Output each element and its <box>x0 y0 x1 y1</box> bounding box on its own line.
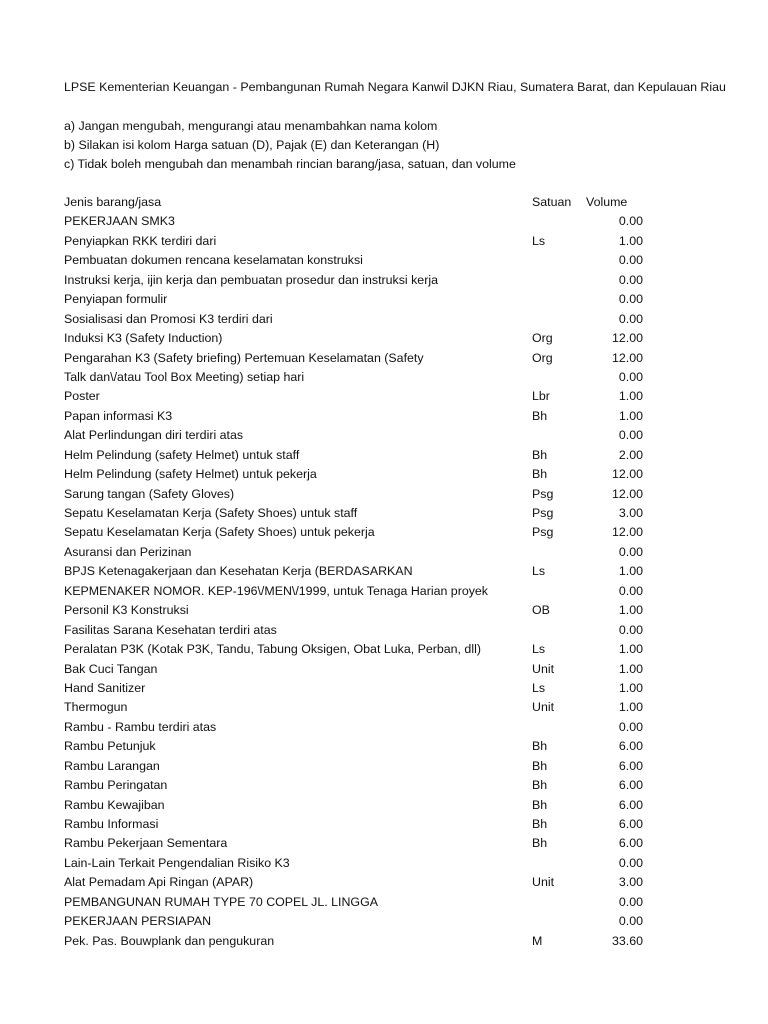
table-row <box>64 932 644 951</box>
document-title: LPSE Kementerian Keuangan - Pembangunan Rumah Negara Kanwil DJKN Riau, Sumatera Barat, dan Kepulauan Riau <box>64 80 726 94</box>
volume-cell: 0.00 <box>618 369 643 384</box>
volume-cell: 1.00 <box>618 680 643 695</box>
volume-cell: 0.00 <box>618 855 643 870</box>
unit-cell: Ls <box>532 642 546 657</box>
item-name-cell: Fasilitas Sarana Kesehatan terdiri atas <box>64 622 277 637</box>
unit-cell: Bh <box>532 758 548 773</box>
volume-cell: 6.00 <box>618 836 643 851</box>
table-row <box>64 485 644 504</box>
table-row <box>64 873 644 892</box>
volume-cell: 0.00 <box>618 428 643 443</box>
item-name-cell: Rambu Kewajiban <box>64 797 165 812</box>
unit-cell: Org <box>532 350 553 365</box>
volume-cell: 3.00 <box>618 506 643 520</box>
item-name-cell: KEPMENAKER NOMOR. KEP-196\/MEN\/1999, untuk Tenaga Harian proyek <box>64 583 488 598</box>
item-name-cell: Alat Pemadam Api Ringan (APAR) <box>64 875 254 890</box>
volume-cell: 12.00 <box>611 350 643 365</box>
instruction-c: c) Tidak boleh mengubah dan menambah rincian barang/jasa, satuan, dan volume <box>64 157 516 171</box>
table-row <box>64 290 644 309</box>
unit-cell: Bh <box>532 836 548 851</box>
table-row <box>64 368 644 387</box>
item-name-cell: Pengarahan K3 (Safety briefing) Pertemuan Keselamatan (Safety <box>64 350 424 365</box>
table-row <box>64 698 644 717</box>
item-name-cell: Lain-Lain Terkait Pengendalian Risiko K3 <box>64 855 290 870</box>
volume-cell: 0.00 <box>618 311 643 326</box>
table-row <box>64 796 644 815</box>
table-body <box>64 212 644 951</box>
table-row <box>64 718 644 737</box>
table-row <box>64 349 644 368</box>
item-name-cell: Rambu Peringatan <box>64 778 168 793</box>
item-name-cell: Sepatu Keselamatan Kerja (Safety Shoes) untuk pekerja <box>64 525 375 540</box>
table-row <box>64 504 644 523</box>
volume-cell: 1.00 <box>618 233 643 248</box>
item-name-cell: Alat Perlindungan diri terdiri atas <box>64 428 244 443</box>
item-name-cell: Personil K3 Konstruksi <box>64 603 189 618</box>
item-name-cell: Penyiapan formulir <box>64 292 168 307</box>
table-row <box>64 251 644 270</box>
unit-cell: Unit <box>532 661 555 676</box>
table-row <box>64 271 644 290</box>
unit-cell: Bh <box>532 817 548 831</box>
unit-cell: Bh <box>532 467 548 482</box>
volume-cell: 3.00 <box>618 875 643 890</box>
volume-cell: 12.00 <box>611 486 643 501</box>
volume-cell: 1.00 <box>618 564 643 579</box>
volume-cell: 12.00 <box>611 467 643 482</box>
volume-cell: 2.00 <box>618 447 643 462</box>
document-page <box>64 0 726 1024</box>
volume-cell: 0.00 <box>618 253 643 268</box>
table-row <box>64 621 644 640</box>
table-row <box>64 601 644 620</box>
unit-cell: Psg <box>532 486 554 501</box>
table-row <box>64 776 644 795</box>
item-name-cell: Rambu Petunjuk <box>64 739 156 754</box>
item-name-cell: Pek. Pas. Bouwplank dan pengukuran <box>64 933 275 948</box>
table-row <box>64 426 644 445</box>
table-row <box>64 543 644 562</box>
item-name-cell: Induksi K3 (Safety Induction) <box>64 331 223 346</box>
item-name-cell: Helm Pelindung (safety Helmet) untuk pekerja <box>64 467 317 482</box>
item-name-cell: Penyiapkan RKK terdiri dari <box>64 233 217 248</box>
table-row <box>64 582 644 601</box>
item-name-cell: PEKERJAAN SMK3 <box>64 214 175 229</box>
item-name-cell: Hand Sanitizer <box>64 680 146 695</box>
table-row <box>64 329 644 348</box>
table-row <box>64 893 644 912</box>
unit-cell: Psg <box>532 506 554 520</box>
item-name-cell: Papan informasi K3 <box>64 408 173 423</box>
table-row <box>64 465 644 484</box>
table-row <box>64 407 644 426</box>
volume-cell: 6.00 <box>618 758 643 773</box>
unit-cell: Ls <box>532 233 546 248</box>
item-name-cell: Poster <box>64 389 100 404</box>
volume-cell: 6.00 <box>618 778 643 793</box>
item-name-cell: Peralatan P3K (Kotak P3K, Tandu, Tabung Oksigen, Obat Luka, Perban, dll) <box>64 642 481 657</box>
item-name-cell: Sepatu Keselamatan Kerja (Safety Shoes) untuk staff <box>64 506 358 520</box>
unit-cell: Ls <box>532 564 546 579</box>
table-row <box>64 912 644 931</box>
volume-cell: 0.00 <box>618 914 643 929</box>
table-header-row <box>64 193 644 212</box>
unit-cell: OB <box>532 603 550 618</box>
unit-cell: Bh <box>532 447 548 462</box>
item-name-cell: BPJS Ketenagakerjaan dan Kesehatan Kerja (BERDASARKAN <box>64 564 413 579</box>
item-name-cell: Instruksi kerja, ijin kerja dan pembuatan prosedur dan instruksi kerja <box>64 272 438 287</box>
volume-cell: 0.00 <box>618 583 643 598</box>
unit-cell: Org <box>532 331 553 346</box>
item-name-cell: Sosialisasi dan Promosi K3 terdiri dari <box>64 311 273 326</box>
table-row <box>64 446 644 465</box>
item-name-cell: Rambu Larangan <box>64 758 160 773</box>
unit-cell: Unit <box>532 875 555 890</box>
table-row <box>64 679 644 698</box>
table-row <box>64 562 644 581</box>
volume-cell: 1.00 <box>618 389 643 404</box>
volume-cell: 0.00 <box>618 719 643 734</box>
volume-cell: 0.00 <box>618 292 643 307</box>
table-row <box>64 757 644 776</box>
item-table <box>64 193 644 951</box>
unit-cell: Bh <box>532 408 548 423</box>
volume-cell: 12.00 <box>611 525 643 540</box>
volume-cell: 0.00 <box>618 622 643 637</box>
table-row <box>64 640 644 659</box>
volume-cell: 6.00 <box>618 797 643 812</box>
column-header-volume: Volume <box>586 195 628 209</box>
table-row <box>64 387 644 406</box>
table-row <box>64 834 644 853</box>
volume-cell: 6.00 <box>618 817 643 831</box>
item-name-cell: Rambu - Rambu terdiri atas <box>64 719 217 734</box>
unit-cell: Bh <box>532 778 548 793</box>
volume-cell: 0.00 <box>618 214 643 229</box>
unit-cell: Bh <box>532 739 548 754</box>
item-name-cell: Helm Pelindung (safety Helmet) untuk staff <box>64 447 300 462</box>
unit-cell: Ls <box>532 680 546 695</box>
table-row <box>64 854 644 873</box>
unit-cell: Bh <box>532 797 548 812</box>
item-name-cell: Rambu Pekerjaan Sementara <box>64 836 228 851</box>
unit-cell: Lbr <box>532 389 550 404</box>
item-name-cell: Thermogun <box>64 700 128 715</box>
instruction-a: a) Jangan mengubah, mengurangi atau menambahkan nama kolom <box>64 119 438 133</box>
item-name-cell: Pembuatan dokumen rencana keselamatan konstruksi <box>64 253 363 268</box>
volume-cell: 33.60 <box>611 933 643 948</box>
table-row <box>64 815 644 834</box>
instruction-b: b) Silakan isi kolom Harga satuan (D), Pajak (E) dan Keterangan (H) <box>64 138 440 152</box>
table-row <box>64 660 644 679</box>
unit-cell: M <box>532 933 543 948</box>
column-header-unit: Satuan <box>532 195 572 209</box>
item-name-cell: PEMBANGUNAN RUMAH TYPE 70 COPEL JL. LINGGA <box>64 894 378 909</box>
item-name-cell: Bak Cuci Tangan <box>64 661 158 676</box>
volume-cell: 6.00 <box>618 739 643 754</box>
table-row <box>64 212 644 231</box>
item-name-cell: Rambu Informasi <box>64 817 159 831</box>
item-name-cell: Talk dan\/atau Tool Box Meeting) setiap hari <box>64 369 305 384</box>
table-row <box>64 310 644 329</box>
item-name-cell: PEKERJAAN PERSIAPAN <box>64 914 212 929</box>
column-header-item: Jenis barang/jasa <box>64 195 162 209</box>
volume-cell: 1.00 <box>618 642 643 657</box>
volume-cell: 1.00 <box>618 603 643 618</box>
volume-cell: 12.00 <box>611 331 643 346</box>
volume-cell: 0.00 <box>618 894 643 909</box>
item-name-cell: Sarung tangan (Safety Gloves) <box>64 486 235 501</box>
table-row <box>64 523 644 542</box>
volume-cell: 1.00 <box>618 408 643 423</box>
volume-cell: 1.00 <box>618 700 643 715</box>
table-row <box>64 232 644 251</box>
table-row <box>64 737 644 756</box>
volume-cell: 0.00 <box>618 544 643 559</box>
volume-cell: 1.00 <box>618 661 643 676</box>
item-name-cell: Asuransi dan Perizinan <box>64 544 192 559</box>
unit-cell: Psg <box>532 525 554 540</box>
unit-cell: Unit <box>532 700 555 715</box>
volume-cell: 0.00 <box>618 272 643 287</box>
